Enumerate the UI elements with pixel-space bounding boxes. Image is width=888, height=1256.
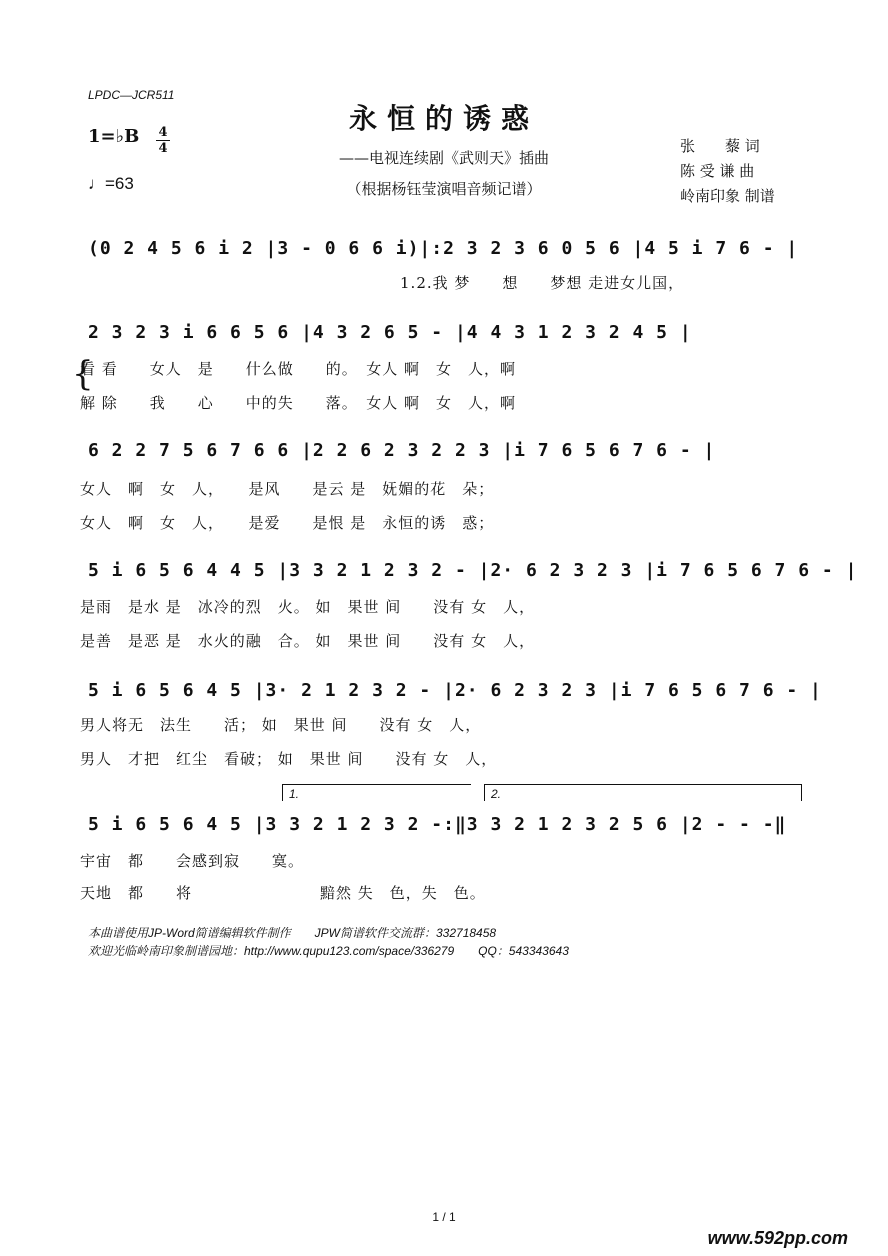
lyric-line: 女人 啊 女 人， 是爱 是恨 是 永恒的诱 惑；: [80, 514, 495, 532]
second-ending-label: 2.: [491, 787, 502, 801]
song-subtitle: ——电视连续剧《武则天》插曲: [338, 149, 549, 167]
lyric-line: 看 看 女人 是 什么做 的。 女人 啊 女 人，啊: [80, 360, 517, 378]
verse-brace: {: [72, 354, 94, 394]
software-note: 本曲谱使用JP-Word简谱编辑软件制作 JPW简谱软件交流群：332718458: [88, 926, 497, 940]
score-code: LPDC—JCR511: [88, 88, 175, 102]
lyric-line: 女人 啊 女 人， 是风 是云 是 妩媚的花 朵；: [80, 480, 495, 498]
time-signature: [156, 126, 170, 155]
first-ending-label: 1.: [289, 787, 300, 801]
staff-notes: 2 3 2 3 i 6 6 5 6 |4 3 2 6 5 - |4 4 3 1 2 3 2 4 5 |: [88, 322, 692, 343]
staff-notes: 6 2 2 7 5 6 7 6 6 |2 2 6 2 3 2 2 3 |i 7 6 5 6 7 6 - |: [88, 440, 716, 461]
lyric-line: 解 除 我 心 中的失 落。 女人 啊 女 人，啊: [80, 394, 517, 412]
time-signature-top: 4: [158, 125, 168, 140]
staff-notes: (0 2 4 5 6 i 2 |3 - 0 6 6 i)|:2 3 2 3 6 0 5 6 |4 5 i 7 6 - |: [88, 238, 799, 259]
first-ending-bracket: [282, 784, 471, 801]
second-ending-bracket: [484, 784, 802, 801]
lyric-line: 1.2.我 梦 想 梦想 走进女儿国，: [80, 274, 685, 292]
transcription-note: （根据杨钰莹演唱音频记谱）: [346, 180, 542, 198]
lyric-line: 男人 才把 红尘 看破； 如 果世 间 没有 女 人，: [80, 750, 498, 768]
website-note: 欢迎光临岭南印象制谱园地：http://www.qupu123.com/space/336279 QQ：543343643: [88, 944, 569, 958]
lyricist-credit: 张 藜 词: [680, 137, 760, 155]
lyric-line: 是雨 是水 是 冰冷的烈 火。 如 果世 间 没有 女 人，: [80, 598, 536, 616]
song-title: 永恒的诱惑: [348, 102, 539, 135]
staff-notes: 5 i 6 5 6 4 4 5 |3 3 2 1 2 3 2 - |2· 6 2 3 2 3 |i 7 6 5 6 7 6 - |: [88, 560, 858, 581]
composer-credit: 陈 受 谦 曲: [680, 162, 755, 180]
staff-notes: 5 i 6 5 6 4 5 |3· 2 1 2 3 2 - |2· 6 2 3 2 3 |i 7 6 5 6 7 6 - |: [88, 680, 822, 701]
arranger-credit: 岭南印象 制谱: [680, 187, 775, 205]
lyric-line: 天地 都 将 黯然 失 色，失 色。: [80, 884, 486, 902]
staff-notes: 5 i 6 5 6 4 5 |3 3 2 1 2 3 2 -:‖3 3 2 1 2 3 2 5 6 |2 - - -‖: [88, 814, 787, 835]
site-watermark: www.592pp.com: [707, 1228, 848, 1248]
page-number: 1 / 1: [432, 1210, 456, 1224]
lyric-line: 宇宙 都 会感到寂 寞。: [80, 852, 305, 870]
key-signature: 1=♭B: [88, 126, 140, 147]
lyric-line: 男人将无 法生 活； 如 果世 间 没有 女 人，: [80, 716, 482, 734]
lyric-line: 是善 是恶 是 水火的融 合。 如 果世 间 没有 女 人，: [80, 632, 536, 650]
time-signature-bottom: 4: [158, 141, 168, 156]
tempo-marking: ♩=63: [88, 174, 134, 193]
